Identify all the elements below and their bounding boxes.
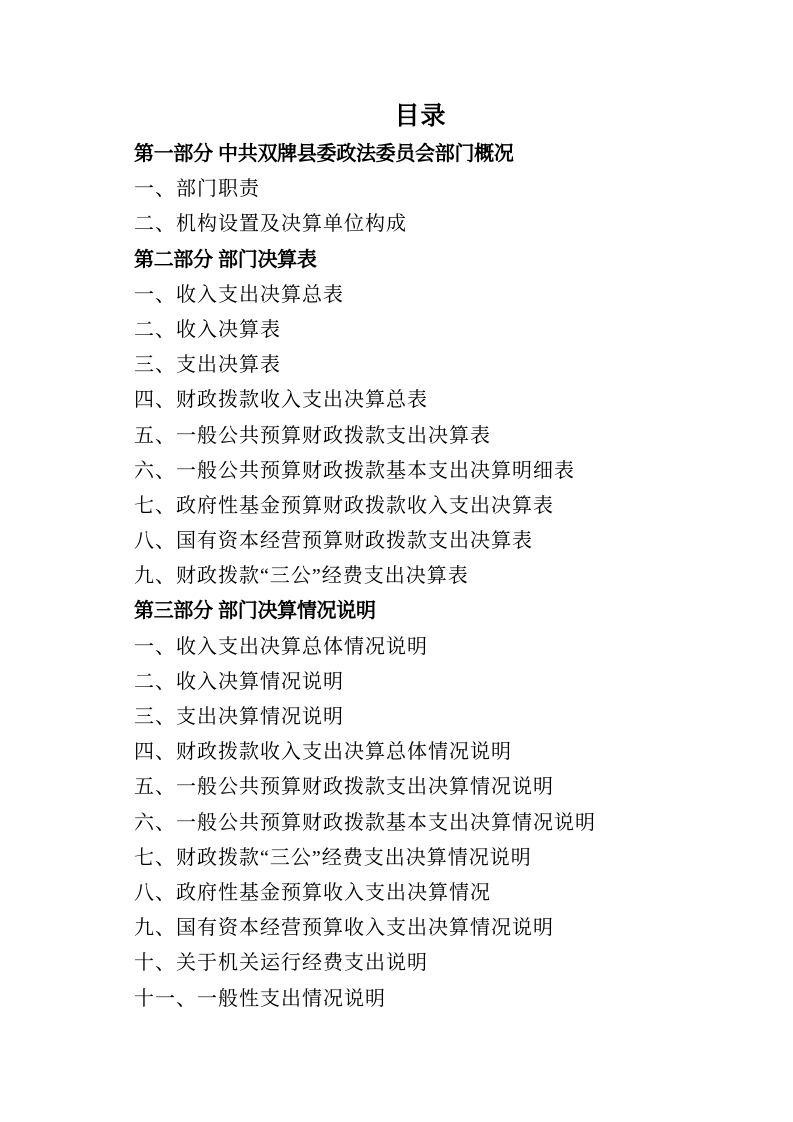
toc-item: 三、支出决算情况说明 bbox=[134, 706, 344, 728]
toc-item: 七、财政拨款“三公”经费支出决算情况说明 bbox=[134, 846, 532, 869]
section-heading-part2: 第二部分 部门决算表 bbox=[134, 248, 317, 271]
toc-item: 一、收入支出决算总表 bbox=[134, 283, 344, 306]
section-heading-part3: 第三部分 部门决算情况说明 bbox=[134, 600, 376, 623]
toc-item: 六、一般公共预算财政拨款基本支出决算明细表 bbox=[134, 459, 575, 482]
toc-item: 九、国有资本经营预算收入支出决算情况说明 bbox=[134, 917, 554, 940]
toc-item: 五、一般公共预算财政拨款支出决算表 bbox=[134, 424, 491, 447]
toc-item: 六、一般公共预算财政拨款基本支出决算情况说明 bbox=[134, 811, 596, 834]
toc-item: 一、收入支出决算总体情况说明 bbox=[134, 635, 428, 658]
toc-item: 十一、一般性支出情况说明 bbox=[134, 987, 386, 1010]
toc-item: 七、政府性基金预算财政拨款收入支出决算表 bbox=[134, 494, 554, 517]
toc-item: 五、一般公共预算财政拨款支出决算情况说明 bbox=[134, 776, 554, 799]
page-title: 目录 bbox=[394, 102, 447, 130]
section-heading-part1: 第一部分 中共双牌县委政法委员会部门概况 bbox=[134, 143, 514, 165]
toc-item: 四、财政拨款收入支出决算总表 bbox=[134, 389, 428, 412]
toc-item: 二、机构设置及决算单位构成 bbox=[134, 213, 407, 236]
toc-item: 二、收入决算情况说明 bbox=[134, 670, 344, 693]
toc-item: 四、财政拨款收入支出决算总体情况说明 bbox=[134, 741, 512, 764]
toc-item: 八、政府性基金预算收入支出决算情况 bbox=[134, 881, 491, 904]
table-of-contents bbox=[134, 137, 733, 1017]
toc-item: 一、部门职责 bbox=[134, 178, 260, 201]
toc-item: 九、财政拨款“三公”经费支出决算表 bbox=[134, 565, 469, 588]
toc-item: 三、支出决算表 bbox=[134, 354, 281, 377]
toc-item: 八、国有资本经营预算财政拨款支出决算表 bbox=[134, 530, 533, 553]
toc-item: 二、收入决算表 bbox=[134, 318, 281, 341]
toc-item: 十、关于机关运行经费支出说明 bbox=[134, 952, 428, 975]
